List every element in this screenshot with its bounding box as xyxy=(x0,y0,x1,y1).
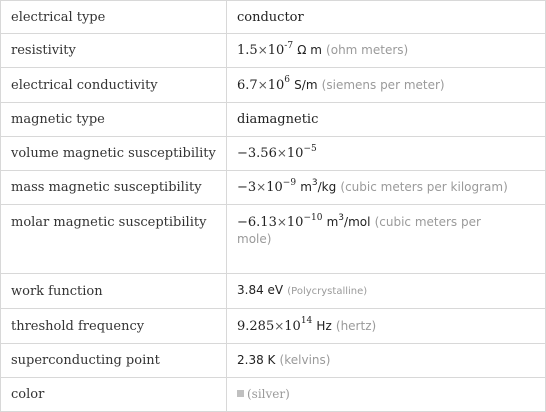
base: 10 xyxy=(284,318,301,334)
base: 10 xyxy=(267,77,285,93)
exponent: 14 xyxy=(300,316,313,327)
unit-note: (siemens per meter) xyxy=(321,77,445,92)
table-row xyxy=(1,344,546,378)
base: 10 xyxy=(266,180,283,195)
value-text: conductor xyxy=(237,9,304,25)
mantissa: 1.5 xyxy=(237,43,258,58)
value-text: 3.84 eV xyxy=(237,283,284,297)
value-text: 2.38 K xyxy=(237,353,276,367)
unit: Ω m xyxy=(297,43,322,57)
property-value xyxy=(227,68,546,103)
unit-exponent: 3 xyxy=(311,178,318,188)
times-sign: × xyxy=(256,180,267,194)
times-sign: × xyxy=(276,215,287,229)
property-label: threshold frequency xyxy=(1,309,227,344)
base: 10 xyxy=(267,43,285,58)
color-swatch-icon xyxy=(237,390,244,397)
property-label: resistivity xyxy=(1,34,227,68)
property-label: magnetic type xyxy=(1,103,227,137)
table-row xyxy=(1,34,546,68)
table-row xyxy=(1,137,546,171)
mantissa: 6.7 xyxy=(237,77,258,93)
table-row xyxy=(1,309,546,344)
property-label: electrical type xyxy=(1,1,227,34)
property-label: electrical conductivity xyxy=(1,68,227,103)
property-value xyxy=(227,274,546,309)
exponent: −5 xyxy=(303,143,317,154)
unit-note: (hertz) xyxy=(335,318,377,333)
table-row xyxy=(1,171,546,205)
unit-base: m xyxy=(300,180,312,194)
unit-base: m xyxy=(326,215,339,229)
unit xyxy=(300,180,336,194)
property-value xyxy=(227,309,546,344)
property-value xyxy=(227,34,546,68)
mantissa: −3 xyxy=(237,180,257,195)
table-row xyxy=(1,205,546,274)
unit-exponent: 3 xyxy=(338,213,345,223)
table-row xyxy=(1,378,546,412)
property-label: superconducting point xyxy=(1,344,227,378)
table-row xyxy=(1,274,546,309)
property-value xyxy=(227,344,546,378)
value-text: diamagnetic xyxy=(237,112,319,127)
exponent: -7 xyxy=(284,40,294,51)
times-sign: × xyxy=(274,318,285,333)
exponent: −10 xyxy=(303,212,323,223)
property-label: color xyxy=(1,378,227,412)
unit-note: (cubic meters per kilogram) xyxy=(340,180,508,194)
unit: S/m xyxy=(294,77,318,92)
property-value xyxy=(227,137,546,171)
unit: Hz xyxy=(316,318,332,333)
property-value xyxy=(227,1,546,34)
base: 10 xyxy=(286,215,304,230)
times-sign: × xyxy=(276,146,287,160)
property-label: mass magnetic susceptibility xyxy=(1,171,227,205)
base: 10 xyxy=(286,146,304,161)
unit-rest: /kg xyxy=(317,180,337,194)
table-row xyxy=(1,1,546,34)
color-note: (silver) xyxy=(247,387,290,401)
property-label: molar magnetic susceptibility xyxy=(1,205,227,274)
value-note: (Polycrystalline) xyxy=(287,286,368,297)
times-sign: × xyxy=(257,43,268,57)
property-label: work function xyxy=(1,274,227,309)
unit-note: (kelvins) xyxy=(279,353,331,367)
unit xyxy=(327,215,371,229)
property-value xyxy=(227,205,546,274)
mantissa: −3.56 xyxy=(237,146,277,161)
table-row xyxy=(1,103,546,137)
exponent: −9 xyxy=(282,177,297,188)
mantissa: −6.13 xyxy=(237,215,277,230)
unit-rest: /mol xyxy=(344,215,371,229)
unit-note: (cubic meters per xyxy=(374,215,481,229)
mantissa: 9.285 xyxy=(237,318,275,334)
property-label: volume magnetic susceptibility xyxy=(1,137,227,171)
table-row xyxy=(1,68,546,103)
property-value xyxy=(227,378,546,412)
property-value xyxy=(227,171,546,205)
unit-note-continued: mole) xyxy=(237,232,272,246)
times-sign: × xyxy=(257,77,268,92)
unit-note: (ohm meters) xyxy=(326,43,409,57)
property-value xyxy=(227,103,546,137)
exponent: 6 xyxy=(284,75,291,86)
